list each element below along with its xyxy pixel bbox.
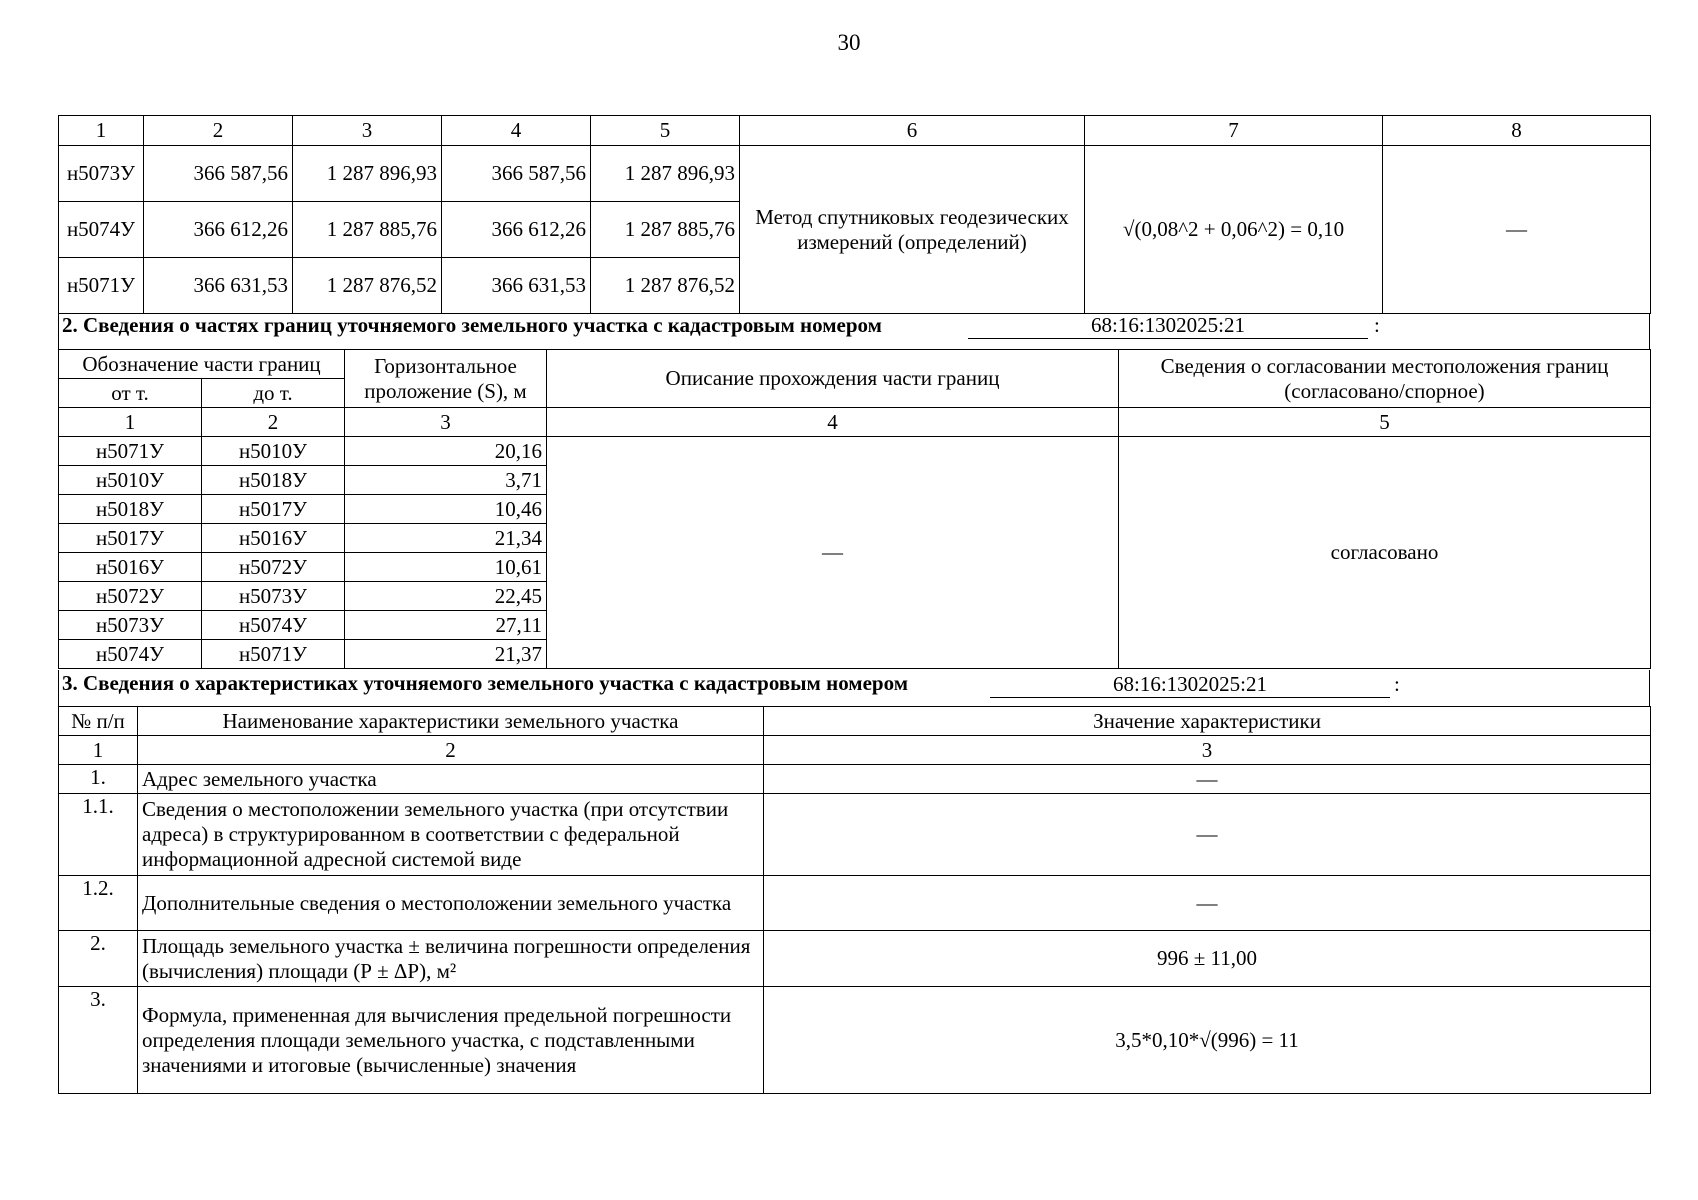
characteristic-value: 3,5*0,10*√(996) = 11 [764,987,1651,1094]
col-number: 2 [202,408,345,437]
row-num: 1.1. [59,794,138,876]
column-number-row [59,736,1651,765]
horizontal-length: 21,34 [345,524,547,553]
to-point: н5072У [202,553,345,582]
to-point: н5010У [202,437,345,466]
horizontal-length: 22,45 [345,582,547,611]
to-point: н5073У [202,582,345,611]
to-point: н5071У [202,640,345,669]
table-row [59,765,1651,794]
col-number: 2 [138,736,764,765]
col-number: 5 [591,116,740,146]
header-agreement: Сведения о согласовании местоположения границ (согласовано/спорное) [1119,350,1651,408]
column-number-row [59,408,1651,437]
section2-title: 2. Сведения о частях границ уточняемого земельного участка с кадастровым номером [62,313,882,337]
point-name: н5073У [59,146,144,202]
method-cell: Метод спутниковых геодезических измерений (определений) [740,146,1085,314]
header-name: Наименование характеристики земельного участка [138,707,764,736]
point-name: н5074У [59,202,144,258]
characteristic-name: Сведения о местоположении земельного участка (при отсутствии адреса) в структурированном в соответствии с федеральной информационной адресной системой виде [138,794,764,876]
coord-y: 1 287 896,93 [293,146,442,202]
horizontal-length: 3,71 [345,466,547,495]
to-point: н5074У [202,611,345,640]
characteristic-name: Адрес земельного участка [138,765,764,794]
col-number: 4 [547,408,1119,437]
column-number-row [59,116,1651,146]
row-num: 1. [59,765,138,794]
header-value: Значение характеристики [764,707,1651,736]
section2-colon: : [1374,313,1380,337]
from-point: н5017У [59,524,202,553]
from-point: н5016У [59,553,202,582]
horizontal-length: 21,37 [345,640,547,669]
from-point: н5071У [59,437,202,466]
header-description: Описание прохождения части границ [547,350,1119,408]
from-point: н5073У [59,611,202,640]
header-to: до т. [202,379,345,408]
table-row [59,987,1651,1094]
coord-y: 1 287 876,52 [591,258,740,314]
header-row [59,707,1651,736]
header-horizontal: Горизонтальное проложение (S), м [345,350,547,408]
coord-y: 1 287 885,76 [293,202,442,258]
characteristic-value: — [764,876,1651,931]
coord-x: 366 587,56 [144,146,293,202]
characteristic-name: Дополнительные сведения о местоположении земельного участка [138,876,764,931]
section3-title: 3. Сведения о характеристиках уточняемого земельного участка с кадастровым номером [62,671,909,695]
col-number: 3 [345,408,547,437]
characteristic-name: Формула, примененная для вычисления предельной погрешности определения площади земельного участка, с подставленными значениями и итоговые (вычисленные) значения [138,987,764,1094]
row-num: 2. [59,931,138,987]
to-point: н5017У [202,495,345,524]
table-row [59,794,1651,876]
header-num: № п/п [59,707,138,736]
characteristic-value: — [764,765,1651,794]
coord-y: 1 287 885,76 [591,202,740,258]
characteristic-value: — [764,794,1651,876]
horizontal-length: 10,61 [345,553,547,582]
col-number: 2 [144,116,293,146]
coord-x: 366 612,26 [144,202,293,258]
characteristic-value: 996 ± 11,00 [764,931,1651,987]
col-number: 8 [1383,116,1651,146]
characteristics-table [58,706,1651,1094]
table-row [59,876,1651,931]
header-designation: Обозначение части границ [59,350,345,379]
coord-x: 366 631,53 [144,258,293,314]
table-row [59,437,1651,466]
coordinates-table [58,115,1651,314]
row-num: 3. [59,987,138,1094]
coord-x: 366 612,26 [442,202,591,258]
row-num: 1.2. [59,876,138,931]
section2-frame-right [1649,313,1650,349]
section3-frame-left [58,670,59,706]
col-number: 1 [59,116,144,146]
horizontal-length: 27,11 [345,611,547,640]
coord-y: 1 287 876,52 [293,258,442,314]
section3-colon: : [1394,672,1400,696]
to-point: н5018У [202,466,345,495]
table-row [59,146,1651,202]
boundary-parts-table [58,349,1651,669]
col-number: 3 [764,736,1651,765]
table-row [59,931,1651,987]
col-number: 1 [59,408,202,437]
section3-cadastral-number: 68:16:1302025:21 [990,672,1390,698]
from-point: н5072У [59,582,202,611]
description-value: — [547,437,1119,669]
col8-value: — [1383,146,1651,314]
col-number: 5 [1119,408,1651,437]
page-number: 30 [837,30,861,55]
section2-frame-left [58,313,59,349]
from-point: н5074У [59,640,202,669]
col-number: 6 [740,116,1085,146]
characteristic-name: Площадь земельного участка ± величина погрешности определения (вычисления) площади (Р ± ΔР), м² [138,931,764,987]
horizontal-length: 10,46 [345,495,547,524]
header-row [59,350,1651,379]
from-point: н5018У [59,495,202,524]
point-name: н5071У [59,258,144,314]
section3-frame-right [1649,670,1650,706]
header-from: от т. [59,379,202,408]
agreement-value: согласовано [1119,437,1651,669]
accuracy-formula: √(0,08^2 + 0,06^2) = 0,10 [1085,146,1383,314]
coord-y: 1 287 896,93 [591,146,740,202]
col-number: 7 [1085,116,1383,146]
horizontal-length: 20,16 [345,437,547,466]
to-point: н5016У [202,524,345,553]
from-point: н5010У [59,466,202,495]
coord-x: 366 631,53 [442,258,591,314]
col-number: 3 [293,116,442,146]
coord-x: 366 587,56 [442,146,591,202]
section2-cadastral-number: 68:16:1302025:21 [968,313,1368,339]
col-number: 1 [59,736,138,765]
col-number: 4 [442,116,591,146]
